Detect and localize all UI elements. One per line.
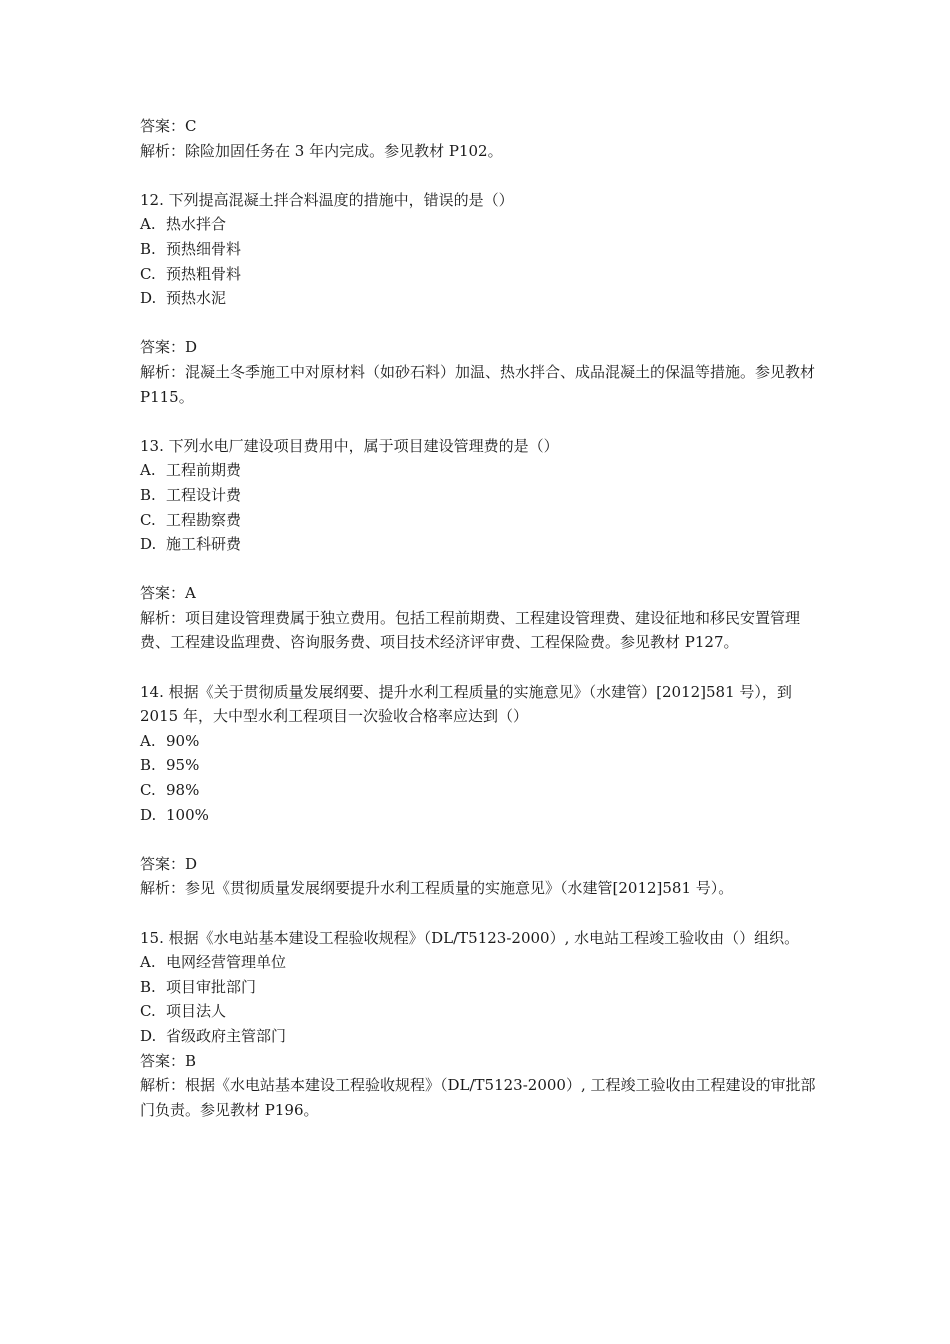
question-text: 13. 下列水电厂建设项目费用中，属于项目建设管理费的是（） (140, 436, 559, 455)
option-b: B. 95% (140, 756, 200, 775)
analysis-line: 解析：除险加固任务在 3 年内完成。参见教材 P102。 (140, 141, 503, 160)
option-d: D. 施工科研费 (140, 535, 242, 554)
answer-line: 答案：D (140, 338, 198, 357)
question-text: 12. 下列提高混凝土拌合料温度的措施中，错误的是（） (140, 190, 514, 209)
answer-line: 答案：D (140, 854, 198, 873)
option-c: C. 项目法人 (140, 1002, 227, 1021)
option-a: A. 90% (140, 731, 200, 750)
answer-line: 答案：C (140, 117, 197, 135)
document-body (140, 114, 820, 1122)
option-c: C. 98% (140, 781, 200, 800)
analysis-text: 解析：根据《水电站基本建设工程验收规程》（DL/T5123-2000）, 工程竣工验收由工程建设的审批部门负责。参见教材 P196。 (140, 1076, 816, 1119)
answer-line: 答案：B (140, 1051, 197, 1070)
question-text: 14. 根据《关于贯彻质量发展纲要、提升水利工程质量的实施意见》（水建管）[2012]581 号），到 2015 年，大中型水利工程项目一次验收合格率应达到（） (140, 682, 792, 726)
question-text: 15. 根据《水电站基本建设工程验收规程》（DL/T5123-2000）, 水电站工程竣工验收由（）组织。 (140, 928, 800, 947)
question-15 (140, 926, 820, 1123)
answer-block-11 (140, 114, 820, 163)
analysis-text: 解析：项目建设管理费属于独立费用。包括工程前期费、工程建设管理费、建设征地和移民安置管理费、工程建设监理费、咨询服务费、项目技术经济评审费、工程保险费。参见教材 P127。 (140, 608, 801, 652)
option-a: A. 工程前期费 (140, 461, 242, 480)
analysis-text: 解析：参见《贯彻质量发展纲要提升水利工程质量的实施意见》（水建管[2012]581 号）。 (140, 879, 734, 898)
question-13 (140, 434, 820, 655)
option-b: B. 预热细骨料 (140, 239, 242, 258)
question-14 (140, 680, 820, 901)
option-b: B. 工程设计费 (140, 485, 242, 504)
option-d: D. 预热水泥 (140, 289, 227, 308)
option-a: A. 热水拌合 (140, 215, 227, 234)
question-12 (140, 188, 820, 409)
analysis-text: 解析：混凝土冬季施工中对原材料（如砂石料）加温、热水拌合、成品混凝土的保温等措施。参见教材 P115。 (140, 362, 816, 406)
option-b: B. 项目审批部门 (140, 977, 257, 996)
option-d: D. 省级政府主管部门 (140, 1026, 287, 1045)
answer-line: 答案：A (140, 584, 196, 603)
option-c: C. 工程勘察费 (140, 510, 242, 529)
option-d: D. 100% (140, 805, 209, 824)
option-c: C. 预热粗骨料 (140, 264, 242, 283)
option-a: A. 电网经营管理单位 (140, 953, 287, 972)
